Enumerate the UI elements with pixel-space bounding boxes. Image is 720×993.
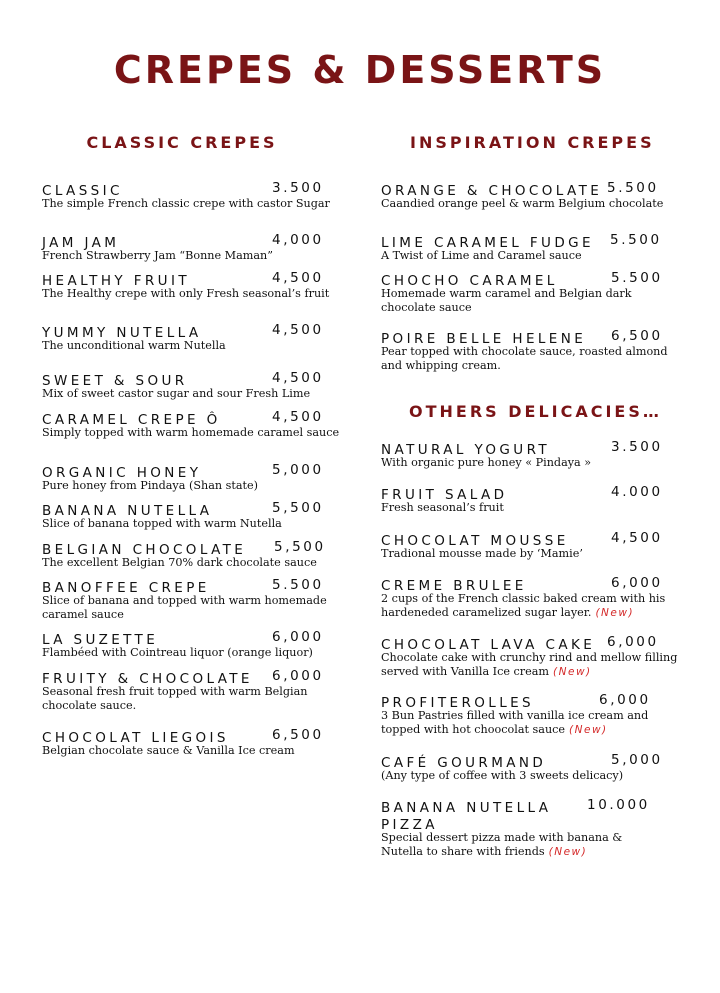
item-description: Slice of banana topped with warm Nutella <box>42 517 282 530</box>
item-name: POIRE BELLE HELENE <box>381 331 587 347</box>
item-description: Homemade warm caramel and Belgian dark chocolate sauce <box>381 287 632 314</box>
item-description: The unconditional warm Nutella <box>42 339 226 352</box>
menu-item-sweet-sour <box>42 370 342 401</box>
menu-item-jam-jam <box>42 232 342 263</box>
item-name: ORANGE & CHOCOLATE <box>381 183 603 199</box>
item-name: BANOFFEE CREPE <box>42 580 210 596</box>
item-price: 6,500 <box>611 328 663 344</box>
item-description <box>381 831 631 859</box>
menu-item-classic <box>42 180 342 211</box>
menu-item-banana-nutella <box>42 500 342 531</box>
item-price: 6,000 <box>611 575 663 591</box>
item-name: NATURAL YOGURT <box>381 442 551 458</box>
item-description <box>381 592 691 620</box>
item-description: Slice of banana and topped with warm homemade caramel sauce <box>42 594 327 621</box>
item-description: (Any type of coffee with 3 sweets delicacy) <box>381 769 624 782</box>
item-price: 6,000 <box>272 629 324 645</box>
item-name: CARAMEL CREPE Ô <box>42 412 221 428</box>
item-price: 6,000 <box>272 668 324 684</box>
item-description: Caandied orange peel & warm Belgium chocolate <box>381 197 664 210</box>
item-name: SWEET & SOUR <box>42 373 188 389</box>
item-name: LA SUZETTE <box>42 632 159 648</box>
item-description <box>381 709 681 737</box>
menu-item-chocolat-mousse <box>381 530 681 561</box>
item-price: 5,500 <box>272 500 324 516</box>
item-price: 6,000 <box>607 634 659 650</box>
item-description: Tradional mousse made by ‘Mamie’ <box>381 547 583 560</box>
menu-item-natural-yogurt <box>381 439 681 470</box>
menu-item-lime-caramel-fudge <box>381 232 681 263</box>
item-description: With organic pure honey « Pindaya » <box>381 456 592 469</box>
item-name: YUMMY NUTELLA <box>42 325 202 341</box>
menu-item-profiterolles <box>381 692 681 737</box>
item-name: CHOCOLAT LIEGOIS <box>42 730 229 746</box>
item-description: Pear topped with chocolate sauce, roasted almond and whipping cream. <box>381 345 668 372</box>
menu-item-yummy-nutella <box>42 322 342 353</box>
menu-item-poire-belle-helene <box>381 328 681 373</box>
item-price: 4,500 <box>272 322 324 338</box>
item-description: The simple French classic crepe with castor Sugar <box>42 197 330 210</box>
item-name: FRUIT SALAD <box>381 487 508 503</box>
item-name: CREME BRULEE <box>381 578 527 594</box>
item-name: BELGIAN CHOCOLATE <box>42 542 247 558</box>
item-name: BANANA NUTELLA <box>42 503 213 519</box>
item-description: Fresh seasonal’s fruit <box>381 501 504 514</box>
item-price: 4,500 <box>272 270 324 286</box>
menu-item-belgian-chocolate <box>42 539 342 570</box>
new-badge: (New) <box>595 607 635 619</box>
item-price: 3.500 <box>272 180 324 196</box>
item-price: 10.000 <box>587 797 650 813</box>
menu-item-banana-nutella-pizza <box>381 797 681 859</box>
menu-item-cafe-gourmand <box>381 752 681 783</box>
menu-item-orange-chocolate <box>381 180 681 211</box>
item-description-text: 3 Bun Pastries filled with vanilla ice cream and topped with hot choocolat sauce <box>381 709 649 736</box>
new-badge: (New) <box>569 724 608 736</box>
item-price: 5.500 <box>610 232 662 248</box>
menu-item-caramel-crepe <box>42 409 342 440</box>
new-badge: (New) <box>553 666 592 678</box>
item-name: CAFÉ GOURMAND <box>381 755 547 771</box>
item-price: 5,000 <box>272 462 324 478</box>
menu-item-fruity-chocolate <box>42 668 342 713</box>
item-description-text: 2 cups of the French classic baked cream with his hardeneded caramelized sugar layer. <box>381 592 666 619</box>
item-name: FRUITY & CHOCOLATE <box>42 671 253 687</box>
item-price: 5.500 <box>611 270 663 286</box>
menu-item-fruit-salad <box>381 484 681 515</box>
menu-item-chocolat-lava-cake <box>381 634 681 679</box>
item-name: BANANA NUTELLA <box>381 800 552 816</box>
menu-item-chocho-caramel <box>381 270 681 315</box>
item-price: 4,500 <box>272 370 324 386</box>
item-description <box>381 651 681 679</box>
item-price: 4,500 <box>272 409 324 425</box>
item-price: 4,500 <box>611 530 663 546</box>
item-name: ORGANIC HONEY <box>42 465 202 481</box>
item-name-line-2: PIZZA <box>381 817 438 833</box>
item-price: 4,000 <box>272 232 324 248</box>
item-name: CHOCOLAT LAVA CAKE <box>381 637 596 653</box>
item-price: 5.500 <box>607 180 659 196</box>
item-price: 5.500 <box>272 577 324 593</box>
menu-item-banoffee-crepe <box>42 577 342 622</box>
item-name: PROFITEROLLES <box>381 695 535 711</box>
inspiration-crepes-heading: INSPIRATION CREPES <box>410 133 655 152</box>
menu-item-healthy-fruit <box>42 270 342 301</box>
item-description: Belgian chocolate sauce & Vanilla Ice cream <box>42 744 295 757</box>
item-price: 4.000 <box>611 484 663 500</box>
menu-item-la-suzette <box>42 629 342 660</box>
menu-title: CREPES & DESSERTS <box>113 48 607 92</box>
item-name: CHOCHO CARAMEL <box>381 273 558 289</box>
menu-item-organic-honey <box>42 462 342 493</box>
item-description: Seasonal fresh fruit topped with warm Belgian chocolate sauce. <box>42 685 308 712</box>
item-description-text: Special dessert pizza made with banana & Nutella to share with friends <box>381 831 623 858</box>
menu-item-creme-brulee <box>381 575 681 620</box>
item-name: LIME CARAMEL FUDGE <box>381 235 594 251</box>
item-description: The Healthy crepe with only Fresh seasonal’s fruit <box>42 287 330 300</box>
menu-item-chocolat-liegois <box>42 727 342 758</box>
item-name: HEALTHY FRUIT <box>42 273 190 289</box>
item-description-text: Chocolate cake with crunchy rind and mellow filling served with Vanilla Ice cream <box>381 651 678 678</box>
item-description: A Twist of Lime and Caramel sauce <box>381 249 582 262</box>
item-description: Flambéed with Cointreau liquor (orange liquor) <box>42 646 313 659</box>
item-description: Pure honey from Pindaya (Shan state) <box>42 479 259 492</box>
item-description: Simply topped with warm homemade caramel sauce <box>42 426 340 439</box>
item-name: JAM JAM <box>42 235 120 251</box>
item-price: 6,500 <box>272 727 324 743</box>
new-badge: (New) <box>548 846 588 858</box>
others-delicacies-heading: OTHERS DELICACIES… <box>409 402 662 421</box>
item-description: French Strawberry Jam “Bonne Maman” <box>42 249 273 262</box>
item-price: 3.500 <box>611 439 663 455</box>
item-name: CLASSIC <box>42 183 123 199</box>
classic-crepes-heading: CLASSIC CREPES <box>86 133 278 152</box>
item-price: 5,500 <box>274 539 326 555</box>
item-price: 6,000 <box>599 692 651 708</box>
item-description: The excellent Belgian 70% dark chocolate sauce <box>42 556 317 569</box>
item-name: CHOCOLAT MOUSSE <box>381 533 569 549</box>
item-price: 5,000 <box>611 752 663 768</box>
item-description: Mix of sweet castor sugar and sour Fresh Lime <box>42 387 311 400</box>
